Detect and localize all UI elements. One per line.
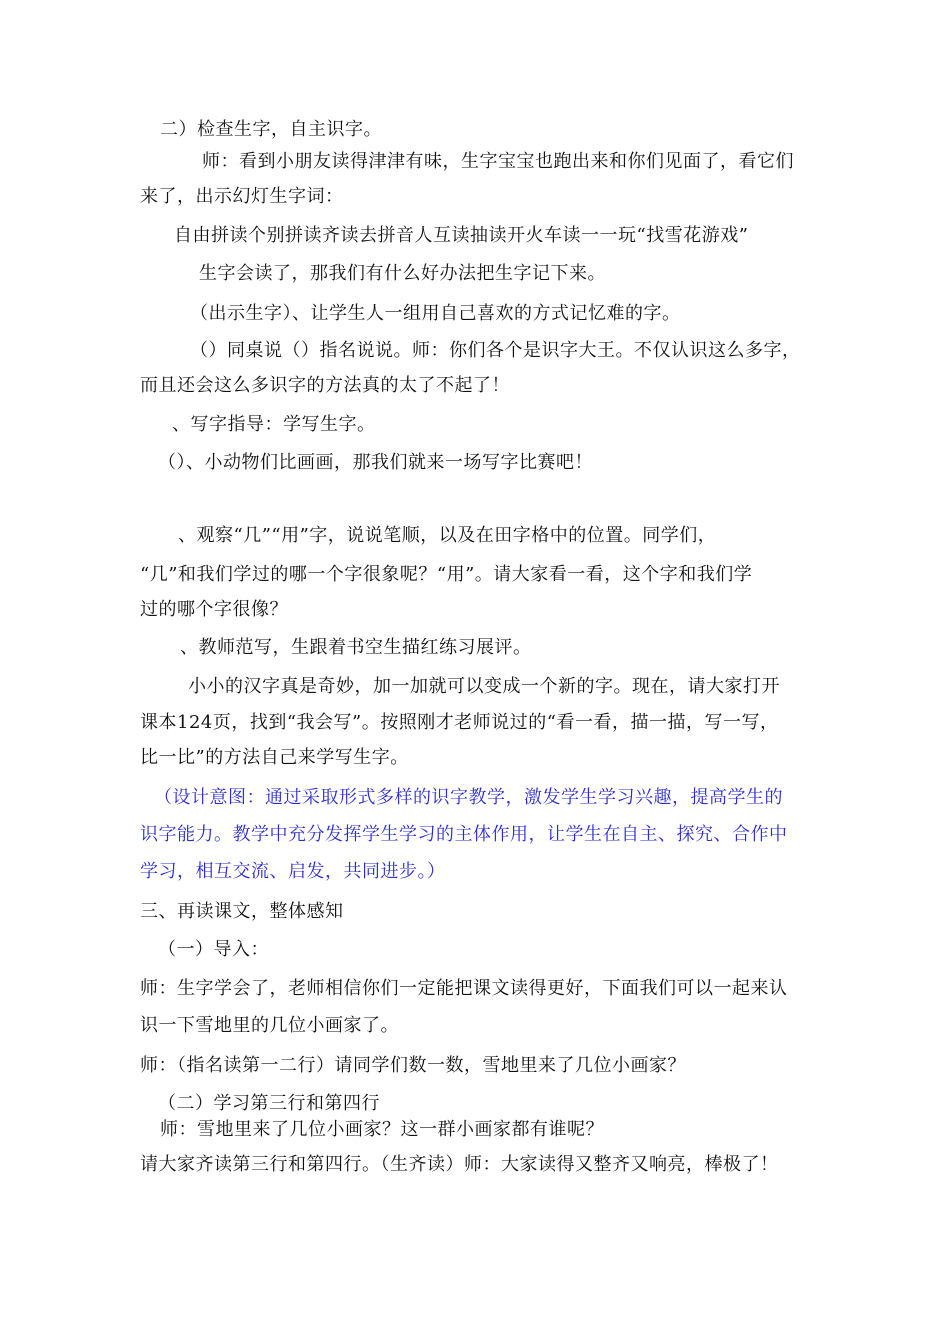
text-line-25: 师：（指名读第一二行）请同学们数一数，雪地里来了几位小画家？ — [140, 1055, 686, 1076]
text-line-14: 、教师范写，生跟着书空生描红练习展评。 — [180, 637, 532, 658]
text-line-17: 比一比”的方法自己来学写生字。 — [140, 747, 409, 768]
text-line-15: 小小的汉字真是奇妙，加一加就可以变成一个新的字。现在，请大家打开 — [188, 676, 780, 697]
design-intent-line-3: 学习，相互交流、启发，共同进步。） — [140, 861, 446, 882]
text-line-23: 师：生字学会了，老师相信你们一定能把课文读得更好，下面我们可以一起来认 — [140, 978, 788, 999]
text-line-3: 来了，出示幻灯生字词： — [140, 186, 344, 207]
design-intent-line-1: （设计意图：通过采取形式多样的识字教学，激发学生学习兴趣，提高学生的 — [154, 787, 783, 808]
text-line-11: 、观察“几”“用”字，说说笔顺，以及在田字格中的位置。同学们， — [178, 525, 717, 546]
text-line-24: 识一下雪地里的几位小画家了。 — [140, 1015, 399, 1036]
subheading-intro: （一）导入： — [158, 939, 269, 960]
text-line-16: 课本124页，找到“我会写”。按照刚才老师说过的“看一看，描一描，写一写， — [140, 712, 779, 733]
text-line-5: 生字会读了，那我们有什么好办法把生字记下来。 — [199, 263, 606, 284]
text-line-6: （出示生字）、让学生人一组用自己喜欢的方式记忆难的字。 — [190, 303, 681, 324]
section-heading-three: 三、再读课文，整体感知 — [140, 901, 344, 922]
text-line-2: 师：看到小朋友读得津津有味，生字宝宝也跑出来和你们见面了，看它们 — [202, 151, 794, 172]
text-line-28: 请大家齐读第三行和第四行。（生齐读）师：大家读得又整齐又响亮，棒极了！ — [140, 1154, 779, 1175]
text-line-1: 二）检查生字，自主识字。 — [160, 119, 382, 140]
text-line-12: “几”和我们学过的哪一个字很象呢？“用”。请大家看一看，这个字和我们学 — [140, 564, 753, 585]
text-line-7: （）同桌说（）指名说说。师：你们各个是识字大王。不仅认识这么多字， — [190, 340, 801, 361]
text-line-8: 而且还会这么多识字的方法真的太了不起了！ — [140, 375, 510, 396]
text-line-13: 过的哪个字很像？ — [140, 599, 288, 620]
text-line-27: 师：雪地里来了几位小画家？这一群小画家都有谁呢？ — [160, 1119, 604, 1140]
design-intent-line-2: 识字能力。教学中充分发挥学生学习的主体作用，让学生在自主、探究、合作中 — [140, 824, 788, 845]
subheading-lines-three-four: （二）学习第三行和第四行 — [158, 1093, 380, 1114]
text-line-9: 、写字指导：学写生字。 — [172, 414, 376, 435]
text-line-10: （）、小动物们比画画，那我们就来一场写字比赛吧！ — [158, 452, 593, 473]
text-line-4: 自由拼读个别拼读齐读去拼音人互读抽读开火车读一一玩“找雪花游戏” — [174, 225, 749, 246]
